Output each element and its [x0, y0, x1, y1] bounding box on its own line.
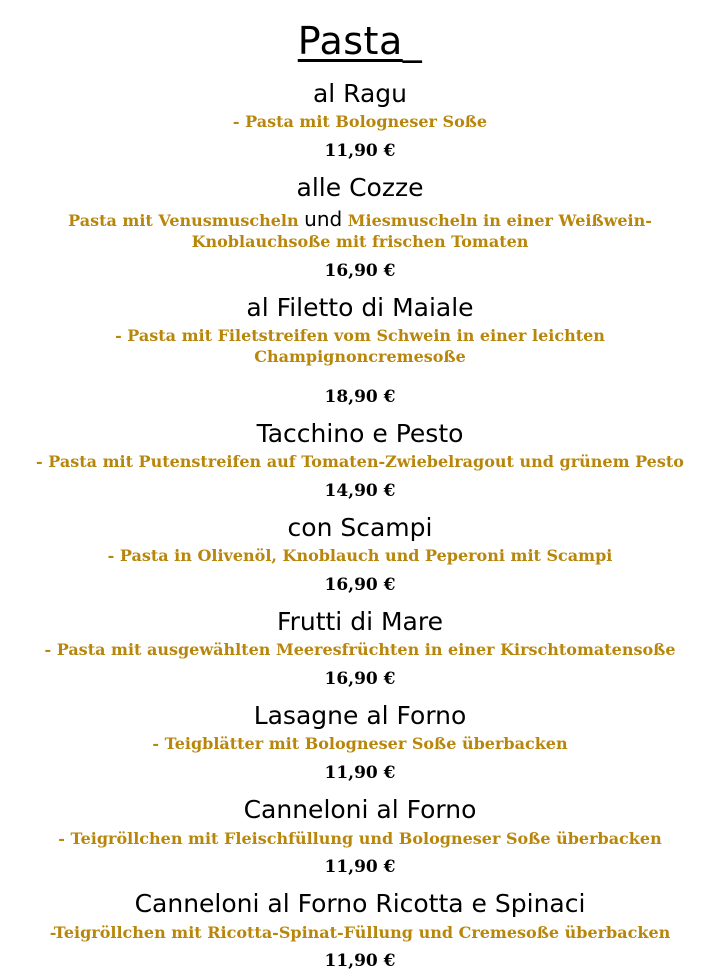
page-title-text: Pasta: [297, 19, 403, 63]
description-gold-segment: Knoblauchsoße mit frischen Tomaten: [191, 231, 529, 251]
menu-item-price: 11,90 €: [324, 857, 396, 878]
menu-item-description: [12, 112, 708, 133]
menu-item-price: 11,90 €: [324, 763, 396, 784]
description-gold-segment: - Pasta mit Filetstreifen vom Schwein in einer leichten: [115, 326, 605, 346]
menu-item-name: Lasagne al Forno: [253, 701, 467, 731]
menu-item-name: al Filetto di Maiale: [246, 292, 474, 322]
menu-item-price: 18,90 €: [324, 386, 396, 407]
menu-item-price: 16,90 €: [324, 260, 396, 281]
menu-item-description: [12, 452, 708, 473]
menu-item: [12, 172, 708, 282]
menu-item-price: 11,90 €: [324, 951, 396, 972]
description-gold-segment: Pasta mit Venusmuscheln: [68, 210, 305, 230]
page-title-suffix: _: [402, 19, 423, 63]
menu-item-name: Frutti di Mare: [277, 607, 443, 636]
description-gold-segment: Miesmuscheln in einer Weißwein-: [342, 210, 652, 230]
menu-item: [12, 794, 708, 878]
description-gold-segment: - Pasta in Olivenöl, Knoblauch und Peperoni mit Scampi: [107, 546, 613, 566]
menu-item-description: [12, 206, 708, 253]
menu-item-price: 14,90 €: [324, 480, 396, 501]
menu-item-price: 11,90 €: [324, 140, 396, 161]
description-gold-segment: - Pasta mit Bologneser Soße: [232, 111, 488, 131]
menu-item-price: 16,90 €: [324, 669, 396, 690]
menu-item-description: [12, 923, 708, 944]
description-gold-segment: -Teigröllchen mit Ricotta-Spinat-Füllung und Cremesoße überbacken: [49, 922, 671, 942]
menu-item: [12, 606, 708, 690]
menu-item-description: [12, 640, 708, 661]
menu-item: [12, 418, 708, 502]
menu-item-name: Tacchino e Pesto: [256, 418, 464, 448]
menu-item-description: [12, 734, 708, 755]
description-gold-segment: - Pasta mit Putenstreifen auf Tomaten-Zwiebelragout und grünem Pesto: [36, 451, 684, 471]
menu-item: [12, 700, 708, 784]
menu-item-name: al Ragu: [312, 78, 408, 108]
menu-item-description: [12, 326, 708, 368]
menu-item-name: Canneloni al Forno: [243, 795, 477, 825]
description-gold-segment: - Teigröllchen mit Fleischfüllung und Bologneser Soße überbacken: [58, 828, 662, 848]
description-gold-segment: Champignoncremesoße: [254, 346, 466, 366]
description-plain-segment: und: [304, 206, 343, 231]
menu-item-name: alle Cozze: [296, 172, 424, 202]
description-gold-segment: - Teigblätter mit Bologneser Soße überbacken: [152, 734, 568, 754]
description-gold-segment: - Pasta mit ausgewählten Meeresfrüchten in einer Kirschtomatensoße: [44, 640, 676, 660]
menu-item: [12, 292, 708, 408]
menu-item: [12, 78, 708, 162]
menu-item-description: [12, 546, 708, 567]
menu-item-price: 16,90 €: [324, 574, 396, 595]
menu-item-name: Canneloni al Forno Ricotta e Spinaci: [134, 889, 586, 919]
menu-item-description: [12, 829, 708, 850]
menu-list: [12, 78, 708, 973]
page-title: [12, 18, 708, 66]
menu-item: [12, 512, 708, 596]
menu-item-name: con Scampi: [287, 512, 433, 542]
